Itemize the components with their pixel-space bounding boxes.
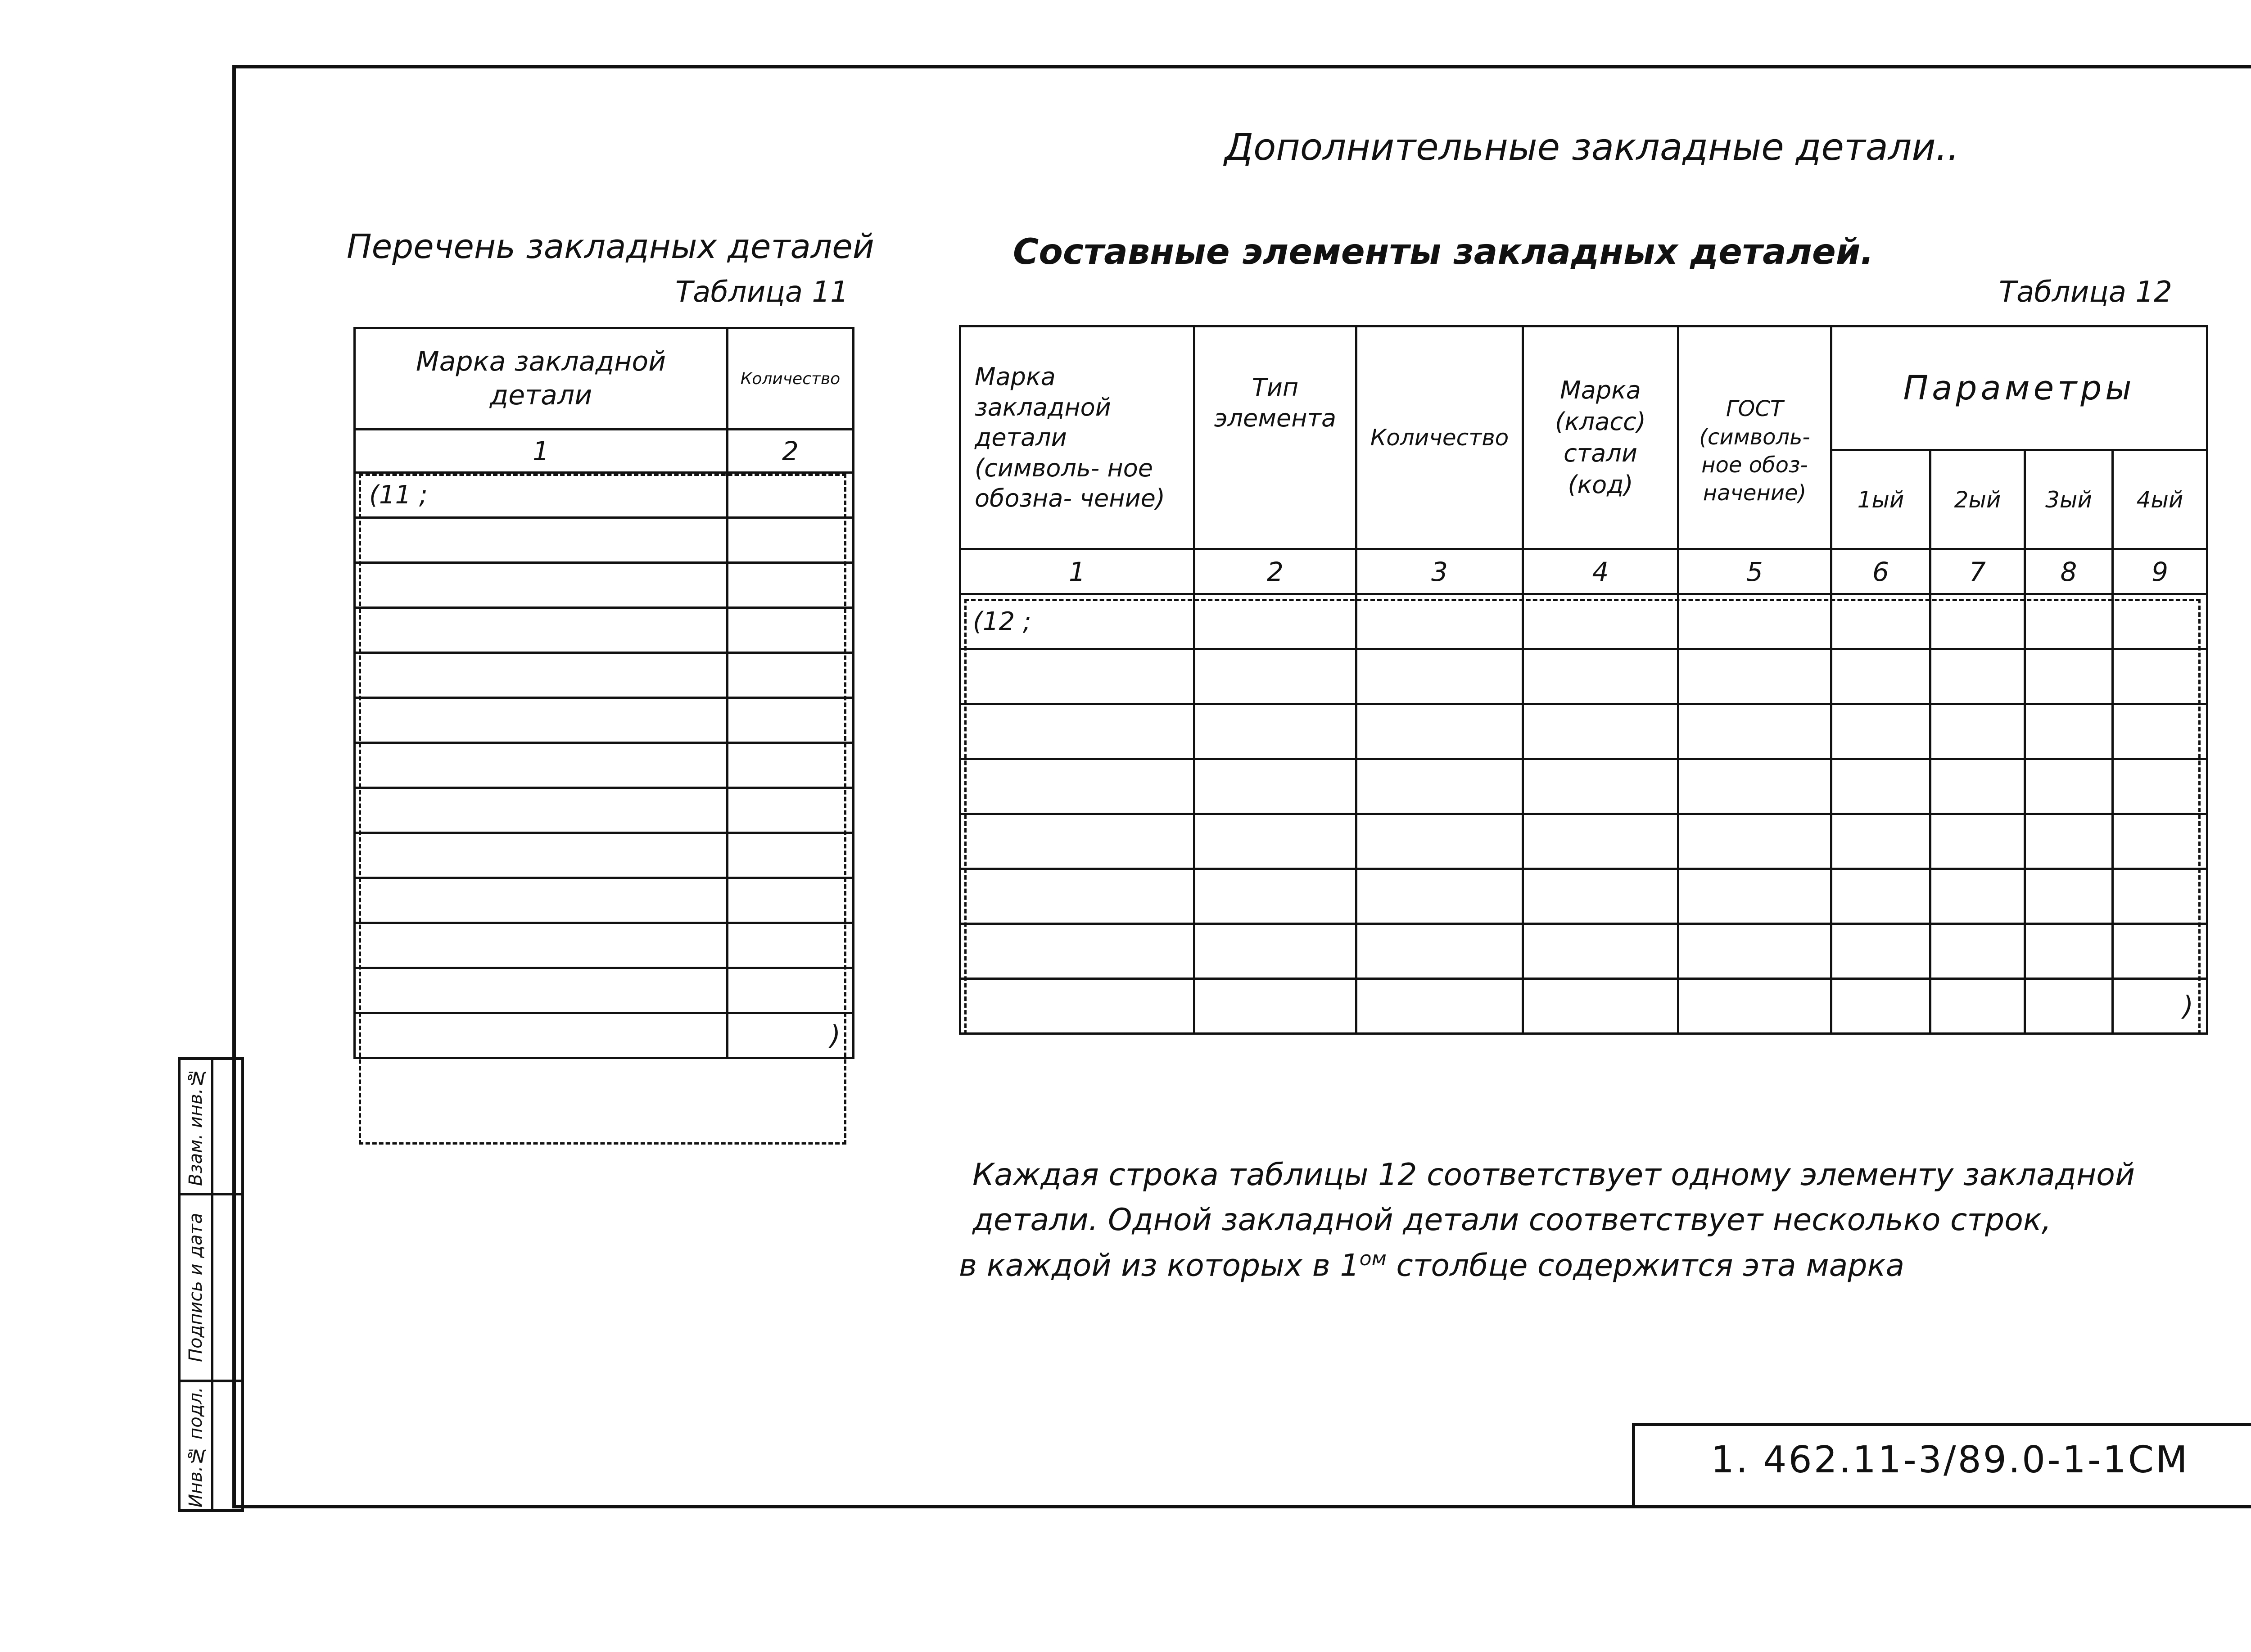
table11-row [355,473,728,518]
table12-cell [1194,814,1356,869]
table11-title: Перечень закладных деталей [347,227,874,266]
table12-cell [1523,924,1678,979]
table11-row-qty [728,653,854,698]
note-line-3-sup: ом [1359,1247,1387,1270]
table12-cell [2113,759,2207,814]
table12-param-4: 4ый [2113,450,2207,549]
table12-cell [1356,869,1523,924]
table12-cell [1356,759,1523,814]
table12-cell [1831,649,1930,704]
side-stamp [178,1057,244,1512]
table12-cell [960,869,1194,924]
table12-cell [2113,704,2207,759]
table11-row-qty [728,473,854,518]
table12-cell [1831,924,1930,979]
table12-cell [2113,649,2207,704]
table12-cell [1678,594,1831,649]
table12-header-mark: Марка закладной детали (символь- ное обозна- чение) [960,326,1194,549]
table12-cell [2025,814,2113,869]
table12-cell [1930,924,2025,979]
table12-num-9: 9 [2113,549,2207,594]
table12-num-8: 8 [2025,549,2113,594]
table12-cell [2113,979,2207,1034]
note-line-1: Каждая строка таблицы 12 соответствует одному элементу закладной [972,1157,2135,1193]
table12-cell [1678,759,1831,814]
table12-num-2: 2 [1194,549,1356,594]
table12-row [960,869,2207,924]
table11-row-qty [728,878,854,923]
table12-cell [960,594,1194,649]
table12-cell [1930,759,2025,814]
table11-row [355,653,728,698]
table11-row-qty [728,743,854,788]
table12-cell [1523,979,1678,1034]
table12-cell [1194,759,1356,814]
note-line-3-end: столбце содержится эта марка [1386,1248,1905,1284]
table11-row [355,1013,728,1058]
table12-cell [1356,814,1523,869]
table11-row [355,563,728,608]
table12-cell [2025,869,2113,924]
table12-num-5: 5 [1678,549,1831,594]
table12-cell [1194,649,1356,704]
table12-cell [1356,594,1523,649]
table12-cell [2025,759,2113,814]
table11-row-qty [728,968,854,1013]
table11-row [355,878,728,923]
table12-num-4: 4 [1523,549,1678,594]
table12-header-params: Параметры [1831,326,2207,450]
table12-cell [1194,979,1356,1034]
table12-cell [1831,814,1930,869]
table12-cell [1523,814,1678,869]
table12-cell [1194,704,1356,759]
table12-cell [1831,594,1930,649]
table12-header-steel: Марка (класс) стали (код) [1523,326,1678,549]
table12-row [960,594,2207,649]
table12-cell [1930,814,2025,869]
table12-cell [1194,924,1356,979]
table11-num-1: 1 [355,430,728,473]
table12-cell [1678,869,1831,924]
table12-param-3: 3ый [2025,450,2113,549]
table12-cell [1194,869,1356,924]
table12-cell [1831,759,1930,814]
table12-cell [1678,704,1831,759]
table11-row-qty [728,788,854,833]
table12-cell [1678,924,1831,979]
note-line-3-start: в каждой из которых в 1 [959,1248,1360,1284]
table12-num-1: 1 [960,549,1194,594]
table12-cell [1930,594,2025,649]
table12-cell [2025,649,2113,704]
table11-header-qty: Количество [728,328,854,430]
table12-cell [1831,869,1930,924]
table12-first-cell: (12 ; [973,607,1031,636]
table12-cell [1930,649,2025,704]
side-stamp-divider [181,1193,241,1195]
table12-cell [1356,704,1523,759]
table12 [959,325,2208,1035]
table12-cell [1831,704,1930,759]
table11-row [355,968,728,1013]
table12-cell [2025,924,2113,979]
table12-row [960,924,2207,979]
table12-param-2: 2ый [1930,450,2025,549]
table11-row-qty [728,608,854,653]
table12-cell [2113,924,2207,979]
table12-cell [1523,869,1678,924]
table12-row [960,759,2207,814]
table12-cell [1678,649,1831,704]
table11-row-qty [728,923,854,968]
table12-header-qty: Количество [1356,326,1523,549]
table12-row [960,814,2207,869]
table12-cell [2113,594,2207,649]
table11-label: Таблица 11 [675,276,849,309]
table12-label: Таблица 12 [1999,276,2172,309]
table12-cell [1356,924,1523,979]
table12-end-mark: ) [2183,990,2194,1022]
table12-cell [1678,979,1831,1034]
table12-num-7: 7 [1930,549,2025,594]
table11-row-qty [728,1013,854,1058]
table11 [353,327,854,1059]
table12-cell [1930,704,2025,759]
note-line-2: детали. Одной закладной детали соответствует несколько строк, [972,1202,2052,1238]
side-stamp-label: Инв.№ подл. [185,1387,206,1508]
table12-cell [2113,814,2207,869]
side-stamp-divider [181,1380,241,1382]
table12-cell [1930,979,2025,1034]
table12-cell [960,979,1194,1034]
table11-row-qty [728,563,854,608]
table12-cell [960,649,1194,704]
table12-cell [1523,759,1678,814]
table12-row [960,649,2207,704]
table12-cell [1523,594,1678,649]
table12-num-6: 6 [1831,549,1930,594]
table12-cell [2025,979,2113,1034]
table11-row [355,788,728,833]
table12-cell [960,924,1194,979]
side-stamp-label: Взам. инв.№ [185,1067,206,1186]
table12-row [960,704,2207,759]
table12-header-type: Тип элемента [1194,326,1356,549]
side-stamp-label: Подпись и дата [185,1213,206,1362]
table11-row-qty [728,698,854,743]
table12-row [960,979,2207,1034]
table12-header-gost: ГОСТ (символь- ное обоз- начение) [1678,326,1831,549]
table11-row [355,698,728,743]
table11-row [355,608,728,653]
table11-row [355,923,728,968]
table11-row [355,833,728,878]
table11-first-cell: (11 ; [369,480,428,510]
table11-row [355,743,728,788]
table11-num-2: 2 [728,430,854,473]
table12-title: Составные элементы закладных деталей. [1013,232,1874,272]
table11-row-qty [728,518,854,563]
table11-row-qty [728,833,854,878]
page-heading: Дополнительные закладные детали.. [1225,126,1959,169]
table12-cell [2025,704,2113,759]
table11-header-mark: Марка закладной детали [355,328,728,430]
table12-cell [960,759,1194,814]
table12-cell [1194,594,1356,649]
table12-num-3: 3 [1356,549,1523,594]
table12-cell [960,704,1194,759]
table12-cell [1930,869,2025,924]
table12-cell [2025,594,2113,649]
table12-cell [2113,869,2207,924]
table12-cell [960,814,1194,869]
table12-cell [1523,704,1678,759]
document-code: 1. 462.11-3/89.0-1-1СМ [1711,1439,2189,1481]
table12-param-1: 1ый [1831,450,1930,549]
table12-cell [1356,649,1523,704]
table11-end-mark: ) [830,1019,841,1051]
table12-cell [1523,649,1678,704]
note-line-3 [959,1247,1904,1284]
table12-cell [1831,979,1930,1034]
table11-row [355,518,728,563]
table12-cell [1678,814,1831,869]
table12-cell [1356,979,1523,1034]
